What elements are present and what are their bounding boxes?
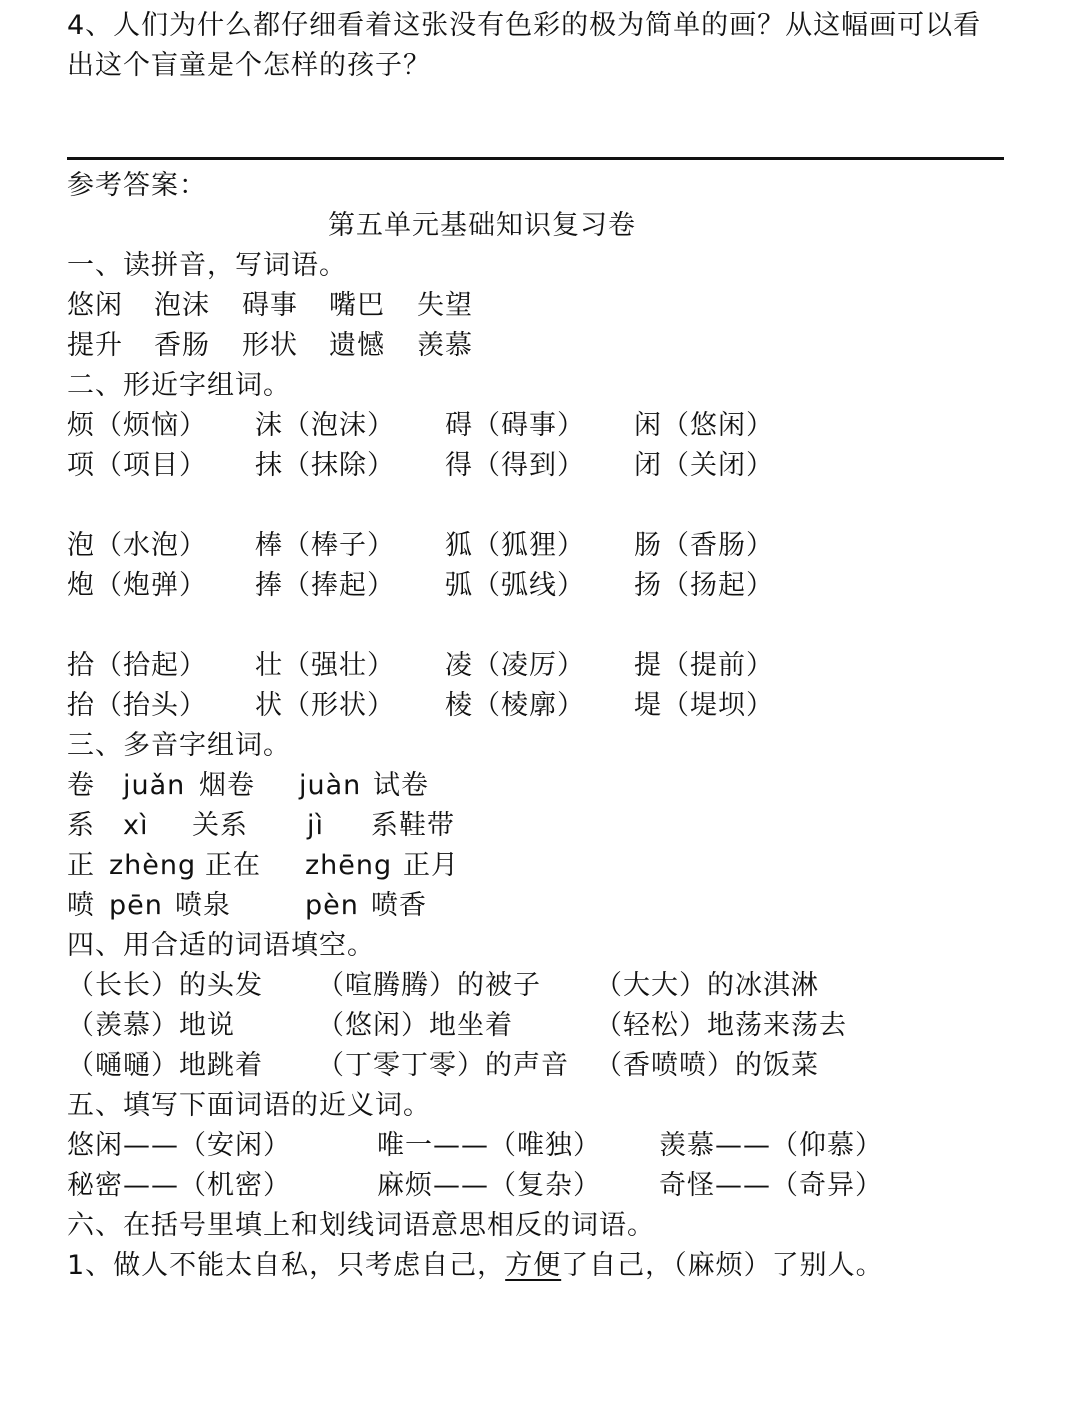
word-pair: 棱（棱廓）	[445, 690, 585, 721]
question-4-line-2: 出这个盲童是个怎样的孩子？	[67, 50, 431, 81]
synonym-pair: 麻烦——（复杂）	[377, 1170, 601, 1201]
fill-phrase: （长长）的头发	[67, 970, 263, 1001]
section-2-row	[67, 526, 774, 566]
word-pair: 提（提前）	[634, 650, 774, 681]
word: 正在	[205, 850, 261, 881]
character: 正	[67, 850, 95, 881]
word-pair: 捧（捧起）	[255, 570, 395, 601]
section-5-row	[67, 1166, 883, 1206]
word-pair: 炮（炮弹）	[67, 570, 207, 601]
word: 喷泉	[175, 890, 231, 921]
section-5-row	[67, 1126, 883, 1166]
section-4-row	[67, 1006, 847, 1046]
word-pair: 状（形状）	[255, 690, 395, 721]
section-3-row	[67, 766, 429, 806]
word: 遗憾	[329, 330, 385, 361]
word: 提升	[67, 330, 123, 361]
underlined-word: 方便	[505, 1250, 562, 1281]
page-title: 第五单元基础知识复习卷	[328, 210, 636, 241]
word-pair: 闭（关闭）	[634, 450, 774, 481]
fill-phrase: （丁零丁零）的声音	[317, 1050, 569, 1081]
word-pair: 烦（烦恼）	[67, 410, 207, 441]
synonym-pair: 秘密——（机密）	[67, 1170, 291, 1201]
pinyin: pèn	[305, 890, 359, 921]
fill-phrase: （悠闲）地坐着	[317, 1010, 513, 1041]
word-pair: 堤（堤坝）	[634, 690, 774, 721]
word: 嘴巴	[329, 290, 385, 321]
word-pair: 弧（弧线）	[445, 570, 585, 601]
section-1-row	[67, 326, 473, 366]
question-4-line-1: 4、人们为什么都仔细看着这张没有色彩的极为简单的画？从这幅画可以看	[67, 10, 982, 41]
section-3-row	[67, 846, 459, 886]
word-pair: 肠（香肠）	[634, 530, 774, 561]
section-1-heading: 一、读拼音，写词语。	[67, 250, 347, 281]
word: 关系	[192, 810, 248, 841]
word: 试卷	[373, 770, 429, 801]
word: 烟卷	[199, 770, 255, 801]
section-6-heading: 六、在括号里填上和划线词语意思相反的词语。	[67, 1210, 655, 1241]
word: 悠闲	[67, 290, 123, 321]
word-pair: 沫（泡沫）	[255, 410, 395, 441]
word-pair: 狐（狐狸）	[445, 530, 585, 561]
word: 系鞋带	[371, 810, 455, 841]
word: 碍事	[242, 290, 298, 321]
word-pair: 得（得到）	[445, 450, 585, 481]
word-pair: 扬（扬起）	[634, 570, 774, 601]
pinyin: zhèng	[109, 850, 197, 881]
word: 羡慕	[417, 330, 473, 361]
pinyin: juǎn	[123, 770, 186, 801]
item-text: 了自己，（麻烦）了别人。	[561, 1250, 884, 1281]
character: 喷	[67, 890, 95, 921]
section-2-row	[67, 646, 774, 686]
word: 泡沫	[154, 290, 210, 321]
character: 系	[67, 810, 95, 841]
word: 形状	[242, 330, 298, 361]
word: 正月	[403, 850, 459, 881]
section-2-row	[67, 686, 774, 726]
pinyin: xì	[123, 810, 149, 841]
section-3-row	[67, 806, 455, 846]
item-text: 1、做人不能太自私，只考虑自己，	[67, 1250, 506, 1281]
section-2-row	[67, 406, 774, 446]
fill-phrase: （轻松）地荡来荡去	[595, 1010, 847, 1041]
synonym-pair: 羡慕——（仰慕）	[659, 1130, 883, 1161]
word-pair: 棒（棒子）	[255, 530, 395, 561]
word-pair: 凌（凌厉）	[445, 650, 585, 681]
fill-phrase: （羡慕）地说	[67, 1010, 235, 1041]
section-2-row	[67, 566, 774, 606]
answer-line	[67, 157, 1004, 160]
section-4-row	[67, 1046, 819, 1086]
pinyin: zhēng	[305, 850, 393, 881]
pinyin: juàn	[299, 770, 362, 801]
word: 失望	[417, 290, 473, 321]
word-pair: 闲（悠闲）	[634, 410, 774, 441]
section-5-heading: 五、填写下面词语的近义词。	[67, 1090, 431, 1121]
word-pair: 项（项目）	[67, 450, 207, 481]
section-6-item-1	[67, 1246, 884, 1286]
section-4-row	[67, 966, 819, 1006]
pinyin: pēn	[109, 890, 163, 921]
word-pair: 泡（水泡）	[67, 530, 207, 561]
section-3-row	[67, 886, 427, 926]
fill-phrase: （大大）的冰淇淋	[595, 970, 819, 1001]
word: 喷香	[371, 890, 427, 921]
pinyin: jì	[307, 810, 325, 841]
word-pair: 壮（强壮）	[255, 650, 395, 681]
answer-label: 参考答案：	[67, 170, 207, 201]
section-4-heading: 四、用合适的词语填空。	[67, 930, 375, 961]
word: 香肠	[154, 330, 210, 361]
section-1-row	[67, 286, 473, 326]
word-pair: 抹（抹除）	[255, 450, 395, 481]
section-2-heading: 二、形近字组词。	[67, 370, 291, 401]
synonym-pair: 奇怪——（奇异）	[659, 1170, 883, 1201]
word-pair: 碍（碍事）	[445, 410, 585, 441]
character: 卷	[67, 770, 95, 801]
section-2-row	[67, 446, 774, 486]
fill-phrase: （嗵嗵）地跳着	[67, 1050, 263, 1081]
section-3-heading: 三、多音字组词。	[67, 730, 291, 761]
fill-phrase: （喧腾腾）的被子	[317, 970, 541, 1001]
fill-phrase: （香喷喷）的饭菜	[595, 1050, 819, 1081]
synonym-pair: 唯一——（唯独）	[377, 1130, 601, 1161]
synonym-pair: 悠闲——（安闲）	[67, 1130, 291, 1161]
word-pair: 抬（抬头）	[67, 690, 207, 721]
word-pair: 拾（拾起）	[67, 650, 207, 681]
